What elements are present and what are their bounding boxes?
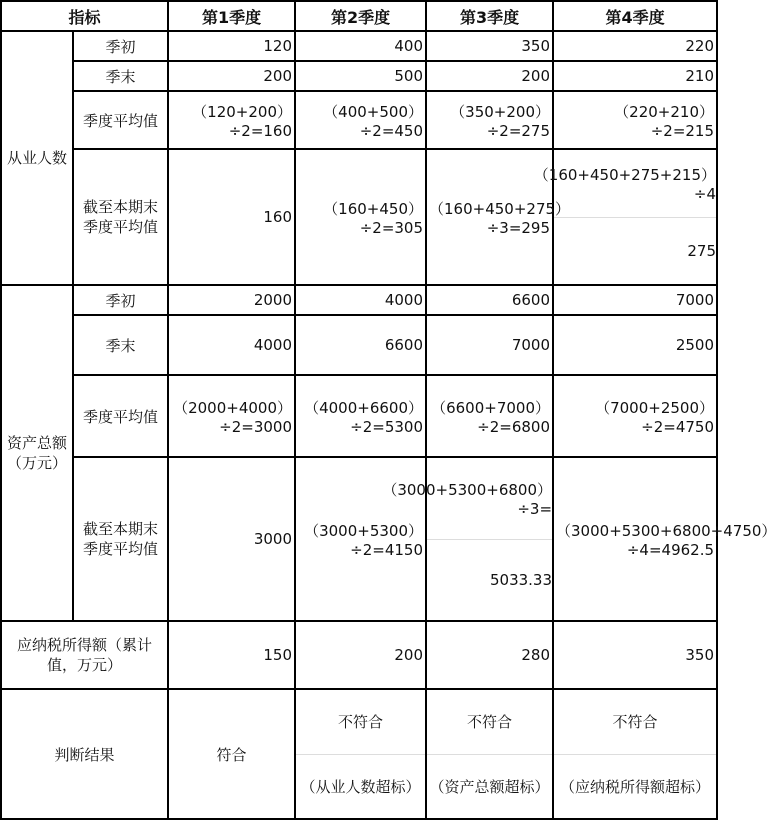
header-indicator: 指标	[1, 1, 168, 31]
table-row	[1, 375, 717, 457]
cell-formula: （3000+5300+6800+4750）÷4=4962.5	[553, 457, 717, 621]
header-q1: 第1季度	[168, 1, 295, 31]
cell-split	[382, 457, 553, 621]
cell-split	[553, 689, 717, 819]
row-label: 截至本期末季度平均值	[73, 457, 168, 621]
table-row	[1, 621, 717, 689]
cell-formula: （2000+4000）÷2=3000	[168, 375, 295, 457]
cell-value: 3000	[168, 457, 295, 621]
cell-formula: （3000+5300）÷2=4150	[295, 457, 426, 621]
cell-formula: （7000+2500）÷2=4750	[553, 375, 717, 457]
row-label: 季度平均值	[73, 375, 168, 457]
table-row	[1, 315, 717, 375]
cell-split	[426, 689, 553, 819]
tax-label: 应纳税所得额（累计值，万元）	[1, 621, 168, 689]
result-status: 不符合	[296, 690, 425, 755]
cell-value: 160	[168, 149, 295, 285]
cell-formula: （350+200）÷2=275	[426, 91, 553, 149]
table-row	[1, 149, 717, 285]
assets-group-label: 资产总额（万元）	[1, 285, 73, 621]
cell-value: 120	[168, 31, 295, 61]
header-q2: 第2季度	[295, 1, 426, 31]
table-row	[1, 91, 717, 149]
cell-value: 280	[426, 621, 553, 689]
row-label: 季初	[73, 31, 168, 61]
cell-formula: （3000+5300+6800）÷3=	[427, 458, 552, 540]
cell-formula: （160+450+275）÷3=295	[426, 149, 553, 285]
result-status: 不符合	[427, 690, 552, 755]
row-label: 季末	[73, 61, 168, 91]
header-q3: 第3季度	[426, 1, 553, 31]
cell-formula: （400+500）÷2=450	[295, 91, 426, 149]
cell-value: 350	[553, 621, 717, 689]
cell-split	[295, 689, 426, 819]
header-q4: 第4季度	[553, 1, 717, 31]
cell-value: 4000	[295, 285, 426, 315]
result-reason: （资产总额超标）	[429, 777, 550, 796]
cell-value: 275	[687, 241, 717, 260]
cell-value: 350	[426, 31, 553, 61]
cell-value: 200	[168, 61, 295, 91]
cell-split	[533, 149, 717, 285]
cell-value: 400	[295, 31, 426, 61]
cell-formula: （160+450+275+215）÷4	[554, 150, 716, 218]
result-reason: （从业人数超标）	[300, 777, 421, 796]
cell-value: 5033.33	[489, 570, 553, 589]
result-q1: 符合	[168, 689, 295, 819]
cell-formula: （4000+6600）÷2=5300	[295, 375, 426, 457]
result-reason: （应纳税所得额超标）	[560, 777, 711, 796]
table-row	[1, 31, 717, 61]
cell-value: 200	[426, 61, 553, 91]
cell-formula: （120+200）÷2=160	[168, 91, 295, 149]
row-label: 季度平均值	[73, 91, 168, 149]
cell-value: 150	[168, 621, 295, 689]
table-row	[1, 285, 717, 315]
cell-value: 220	[553, 31, 717, 61]
header-row	[1, 1, 717, 31]
cell-formula: （160+450）÷2=305	[295, 149, 426, 285]
row-label: 季末	[73, 315, 168, 375]
cell-value: 6600	[426, 285, 553, 315]
cell-value: 7000	[553, 285, 717, 315]
row-label: 季初	[73, 285, 168, 315]
cell-value: 2000	[168, 285, 295, 315]
table-row	[1, 61, 717, 91]
cell-value: 4000	[168, 315, 295, 375]
cell-formula: （220+210）÷2=215	[553, 91, 717, 149]
table-row	[1, 689, 717, 819]
result-status: 不符合	[554, 690, 716, 755]
cell-value: 500	[295, 61, 426, 91]
cell-value: 7000	[426, 315, 553, 375]
cell-value: 2500	[553, 315, 717, 375]
row-label: 截至本期末季度平均值	[73, 149, 168, 285]
employees-group-label: 从业人数	[1, 31, 73, 285]
cell-formula: （6600+7000）÷2=6800	[426, 375, 553, 457]
result-label: 判断结果	[1, 689, 168, 819]
table-row	[1, 457, 717, 621]
cell-value: 210	[553, 61, 717, 91]
cell-value: 200	[295, 621, 426, 689]
cell-value: 6600	[295, 315, 426, 375]
